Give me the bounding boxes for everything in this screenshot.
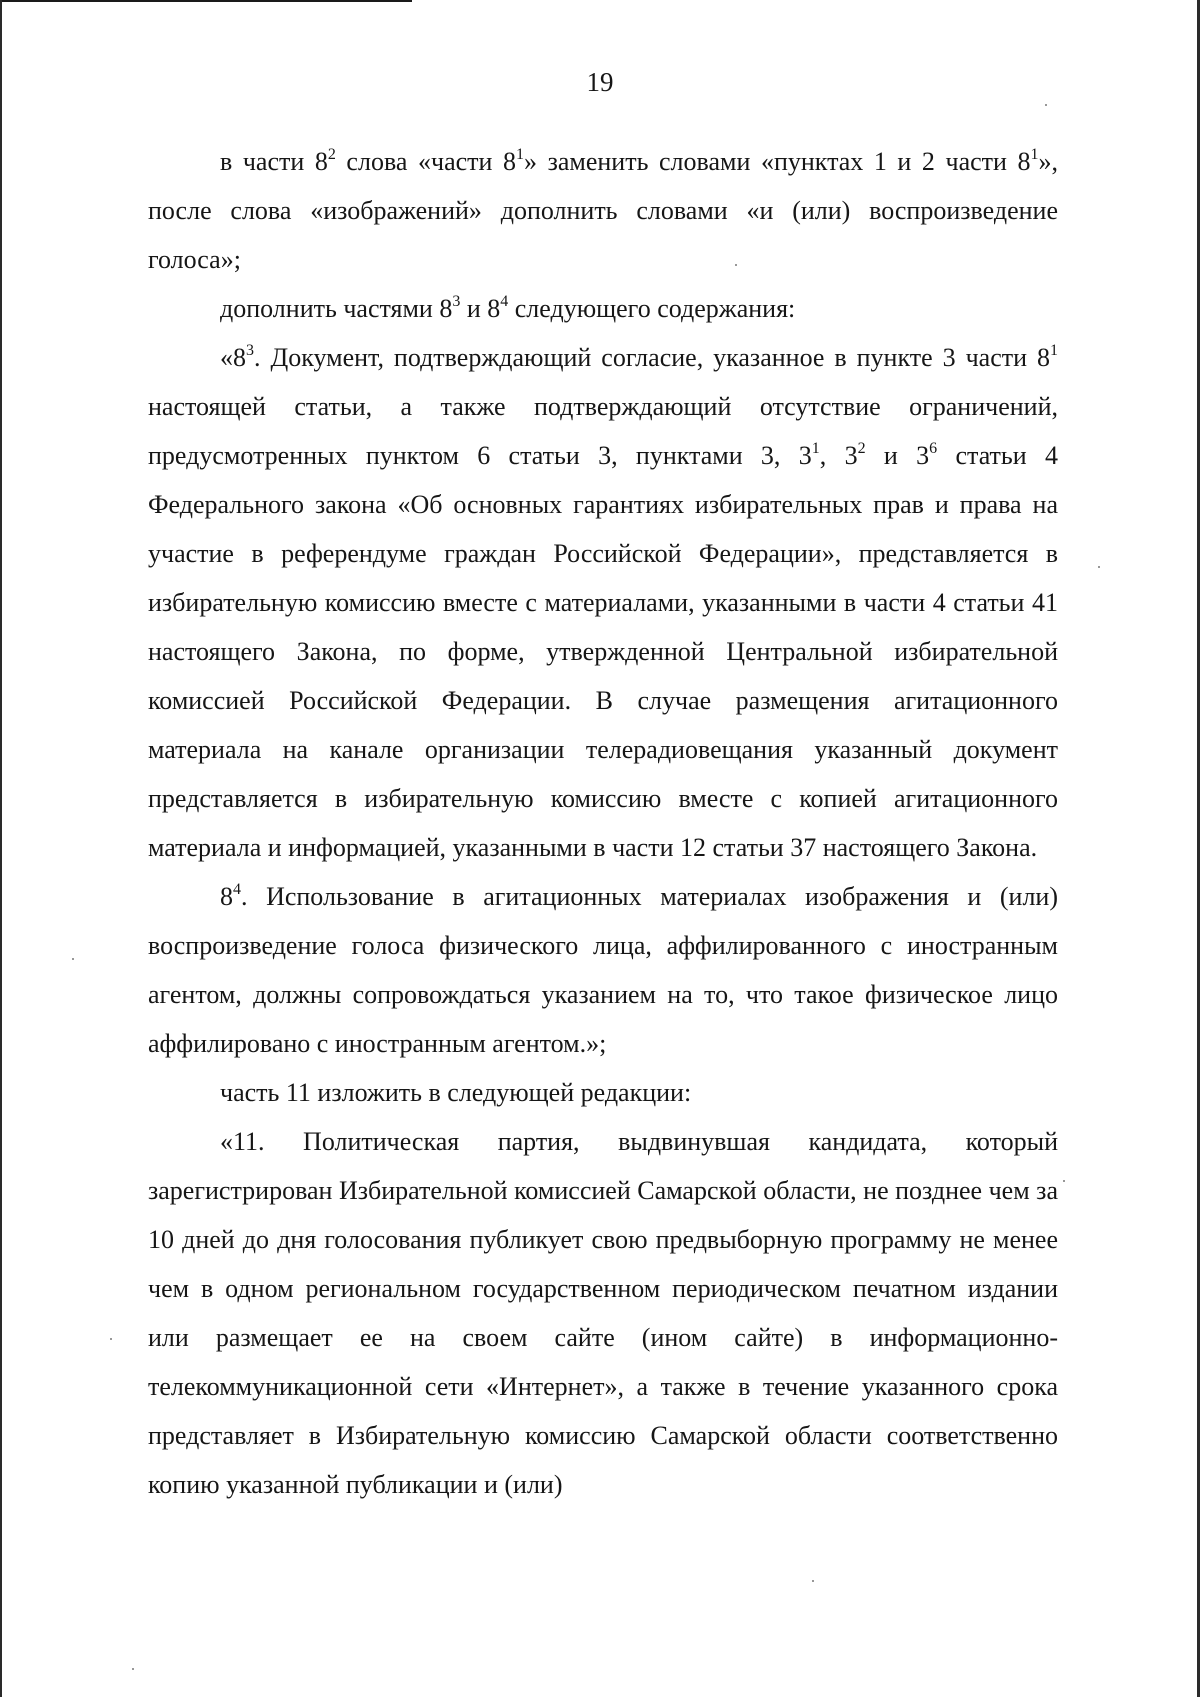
scan-speck [1045, 104, 1047, 106]
superscript-index: 1 [1050, 342, 1058, 359]
paragraph [148, 137, 1058, 284]
superscript-index: 1 [811, 440, 820, 457]
scan-speck [735, 264, 737, 266]
superscript-index: 4 [233, 881, 241, 898]
paragraph-text: следующего содержания: [508, 294, 796, 323]
paragraph-text: и 3 [865, 441, 930, 470]
paragraph-text: и 8 [460, 294, 501, 323]
paragraph-text: в части 8 [220, 147, 328, 176]
scan-speck [72, 958, 74, 960]
paragraph-text: . Использование в агитационных материалах изображения и (или) воспроизведение голоса физического лица, аффилированного с иностранным агентом, должны сопровождаться указанием на то, что такое физическое лицо аффилировано с иностранным агентом.»; [148, 882, 1058, 1058]
scan-edge-left [0, 0, 2, 1697]
superscript-index: 1 [1030, 146, 1039, 163]
paragraph-text: 8 [220, 882, 233, 911]
document-body [148, 137, 1058, 1509]
paragraph-text: «11. Политическая партия, выдвинувшая кандидата, который зарегистрирован Избирательной комиссией Самарской области, не позднее чем за 10 дней до дня голосования публикует свою предвыборную программу не менее чем в одном региональном государственном периодическом печатном издании или размещает ее на своем сайте (ином сайте) в информационно-телекоммуникационной сети «Интернет», а также в течение указанного срока представляет в Избирательную комиссию Самарской области соответственно копию указанной публикации и (или) [148, 1127, 1058, 1499]
paragraph-text: », после слова «изображений» дополнить словами «и (или) воспроизведение голоса»; [148, 147, 1059, 274]
paragraph [148, 1117, 1058, 1509]
superscript-index: 4 [500, 293, 509, 310]
paragraph-text: слова «части 8 [335, 147, 517, 176]
page-number: 19 [586, 67, 614, 97]
superscript-index: 3 [452, 293, 461, 310]
scan-edge-top [0, 0, 412, 2]
paragraph-text: часть 11 изложить в следующей редакции: [220, 1078, 692, 1107]
scan-speck [1098, 566, 1100, 568]
scan-speck [812, 1580, 814, 1582]
paragraph-text: » заменить словами «пунктах 1 и 2 части 8 [524, 147, 1031, 176]
paragraph [148, 1068, 1058, 1117]
superscript-index: 6 [929, 440, 938, 457]
scan-speck [132, 1668, 134, 1670]
paragraph-text: статьи 4 Федерального закона «Об основных гарантиях избирательных прав и права на участие в референдуме граждан Российской Федерации», представляется в избирательную комиссию вместе с материалами, указанными в части 4 статьи 41 настоящего Закона, по форме, утвержденной Центральной избирательной комиссией Российской Федерации. В случае размещения агитационного материала на канале организации телерадиовещания указанный документ представляется в избирательную комиссию вместе с копией агитационного материала и информацией, указанными в части 12 статьи 37 настоящего Закона. [148, 441, 1059, 862]
superscript-index: 3 [246, 342, 254, 359]
paragraph-text: дополнить частями 8 [220, 294, 453, 323]
paragraph [148, 872, 1058, 1068]
paragraph-text: . Документ, подтверждающий согласие, указанное в пункте 3 части 8 [254, 343, 1050, 372]
paragraph-text: «8 [220, 343, 246, 372]
scan-speck [1063, 1180, 1065, 1182]
superscript-index: 1 [516, 146, 525, 163]
paragraph-text: , 3 [819, 441, 858, 470]
superscript-index: 2 [857, 440, 866, 457]
scan-speck [110, 1338, 112, 1340]
paragraph [148, 284, 1058, 333]
superscript-index: 2 [327, 146, 336, 163]
paragraph [148, 333, 1058, 872]
paragraph-text: настоящей статьи, а также подтверждающий отсутствие ограничений, предусмотренных пунктом 6 статьи 3, пунктами 3, 3 [148, 392, 1058, 470]
